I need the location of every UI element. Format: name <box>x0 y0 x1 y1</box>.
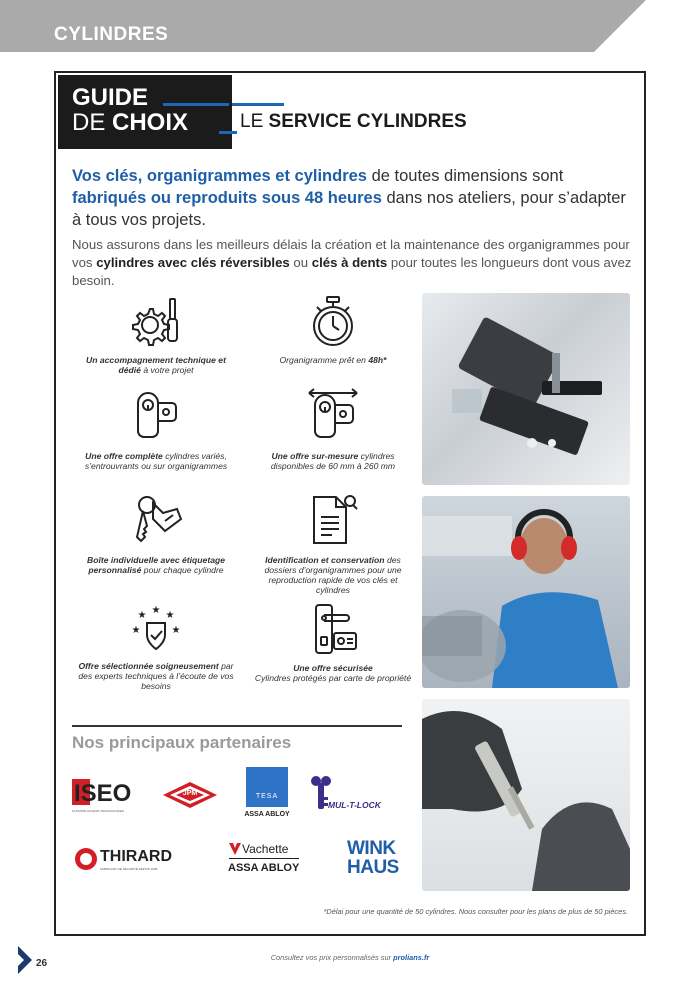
intro-text-1: de toutes dimensions sont <box>367 167 564 185</box>
mul-t-lock-name: MUL-T-LOCK <box>328 800 381 810</box>
feature-2-bold: 48h* <box>368 355 387 365</box>
gloves-illustration <box>422 699 630 891</box>
feature-labeled-box <box>76 491 236 575</box>
footer-text <box>200 953 500 962</box>
feature-8-bold: Une offre sécurisée <box>293 663 373 673</box>
feature-5-text <box>76 555 236 575</box>
tesa-name: TESA <box>255 793 279 800</box>
footnote: *Délai pour une quantité de 50 cylindres. Nous consulter pour les plans de plus de 50 pièces. <box>323 907 628 916</box>
jpm-logo <box>162 781 218 809</box>
feature-technical-support <box>76 295 236 375</box>
winkhaus-line2: HAUS <box>347 857 399 878</box>
jpm-name: JPM <box>182 790 198 797</box>
guide-line2-bold: CHOIX <box>112 109 189 136</box>
intro-bold-1: Vos clés, organigrammes et cylindres <box>72 167 367 185</box>
mul-t-lock-logo <box>310 775 404 815</box>
feature-4-rest: cylindres disponibles de 60 mm à 260 mm <box>270 451 396 471</box>
gear-screwdriver-icon <box>128 295 184 349</box>
feature-4-text <box>253 451 413 471</box>
feature-8-text <box>253 663 413 683</box>
cylinder-icon <box>128 391 184 445</box>
guide-line2 <box>72 110 188 136</box>
intro-sub-bold-2: clés à dents <box>311 255 388 270</box>
page-footer <box>0 940 700 980</box>
tesa-logo <box>244 767 290 825</box>
stars-shield-icon <box>125 603 187 655</box>
feature-3-text <box>76 451 236 471</box>
guide-choix-badge <box>58 75 232 149</box>
svg-text:★: ★ <box>171 625 181 636</box>
partners-divider <box>72 725 402 727</box>
intro-sub-text-2: ou <box>289 255 312 270</box>
intro-sub-bold-1: cylindres avec clés réversibles <box>96 255 290 270</box>
winkhaus-line1: WINK <box>347 838 396 859</box>
feature-1-text <box>76 355 236 375</box>
feature-complete-offer <box>76 391 236 471</box>
thirard-logo <box>72 845 182 877</box>
section-title: CYLINDRES <box>54 24 169 45</box>
tesa-assa-abloy: ASSA ABLOY <box>244 811 290 818</box>
document-search-icon <box>304 491 362 549</box>
thirard-name: THIRARD <box>100 848 172 865</box>
feature-48h <box>253 295 413 365</box>
chevron-right-icon <box>16 946 34 974</box>
iseo-logo <box>70 779 140 819</box>
feature-6-bold: Identification et conservation <box>265 555 385 565</box>
feature-identification <box>253 491 413 595</box>
guide-accent-bar-2 <box>219 131 237 134</box>
feature-secure-offer <box>253 603 413 683</box>
technician-illustration <box>422 496 630 688</box>
service-prefix: LE <box>240 111 269 132</box>
feature-2-text <box>253 355 413 365</box>
top-banner <box>0 0 700 56</box>
thirard-circle-mark <box>74 847 98 871</box>
intro-text-2: dans nos ateliers, pour s’adapter à tous vos projets. <box>72 189 626 229</box>
guide-line2-light: DE <box>72 109 113 136</box>
feature-7-text <box>76 661 236 691</box>
feature-8-rest: Cylindres protégés par carte de propriété <box>254 673 412 683</box>
guide-line1: GUIDE <box>72 84 149 111</box>
cylinder-measure-icon <box>303 385 363 445</box>
machine-illustration <box>422 293 630 485</box>
guide-accent-bar <box>163 103 229 106</box>
feature-1-rest: à votre projet <box>140 365 194 375</box>
svg-text:★: ★ <box>165 610 175 621</box>
vachette-name: Vachette <box>242 842 289 856</box>
feature-6-rest: des dossiers d’organigrammes pour une reproduction rapide de vos clés et cylindres <box>264 555 402 595</box>
feature-7-bold: Offre sélectionnée soigneusement <box>78 661 219 671</box>
photo-key-cutting-machine <box>422 293 630 485</box>
feature-custom-offer <box>253 385 413 471</box>
guide-extension-bar <box>232 103 284 106</box>
intro-sub-text-3: pour toutes les longueurs dont vous avez besoin. <box>72 255 632 288</box>
intro-bold-2: fabriqués ou reproduits sous 48 heures <box>72 189 382 207</box>
service-title <box>240 111 467 133</box>
feature-selected-offer <box>76 603 236 691</box>
winkhaus-logo <box>346 839 402 879</box>
photo-key-gloves <box>422 699 630 891</box>
feature-6-text <box>253 555 413 595</box>
key-tag-icon <box>127 491 185 549</box>
feature-5-rest: pour chaque cylindre <box>141 565 224 575</box>
feature-1-bold: Un accompagnement technique et dédié <box>86 355 226 375</box>
feature-3-rest: cylindres variés, s’entrouvrants ou sur organigrammes <box>84 451 228 471</box>
svg-text:★: ★ <box>151 605 161 616</box>
footer-text-prefix: Consultez vos prix personnalisés sur <box>270 953 394 962</box>
intro-sub-text-1: Nous assurons dans les meilleurs délais la création et la maintenance des organigrammes pour vos <box>72 237 630 270</box>
photo-technician <box>422 496 630 688</box>
service-title-text: SERVICE CYLINDRES <box>268 111 467 132</box>
thirard-tagline: FABRICANT DE SÉCURITÉ DEPUIS 1908 <box>100 867 158 871</box>
svg-text:★: ★ <box>131 625 141 636</box>
svg-text:★: ★ <box>137 610 147 621</box>
feature-4-bold: Une offre sur-mesure <box>271 451 359 461</box>
feature-3-bold: Une offre complète <box>85 451 163 461</box>
page-number: 26 <box>36 958 48 969</box>
vachette-logo <box>226 841 302 881</box>
iseo-name: ISEO <box>74 780 132 807</box>
footer-link[interactable]: prolians.fr <box>393 953 430 962</box>
stopwatch-icon <box>305 295 361 349</box>
door-handle-card-icon <box>304 603 362 657</box>
partners-title: Nos principaux partenaires <box>72 733 292 752</box>
content-frame <box>54 71 646 936</box>
intro-paragraph <box>72 165 632 231</box>
feature-7-rest: par des experts techniques à l’écoute de vos besoins <box>78 661 234 691</box>
vachette-assa-abloy: ASSA ABLOY <box>228 862 300 874</box>
feature-2-rest: Organigramme prêt en <box>279 355 369 365</box>
iseo-tagline: ULTIMATE ACCESS TECHNOLOGIES <box>72 809 125 813</box>
intro-subparagraph <box>72 236 632 290</box>
feature-5-bold: Boîte individuelle avec étiquetage personnalisé <box>86 555 226 575</box>
vachette-v-mark <box>229 843 241 855</box>
